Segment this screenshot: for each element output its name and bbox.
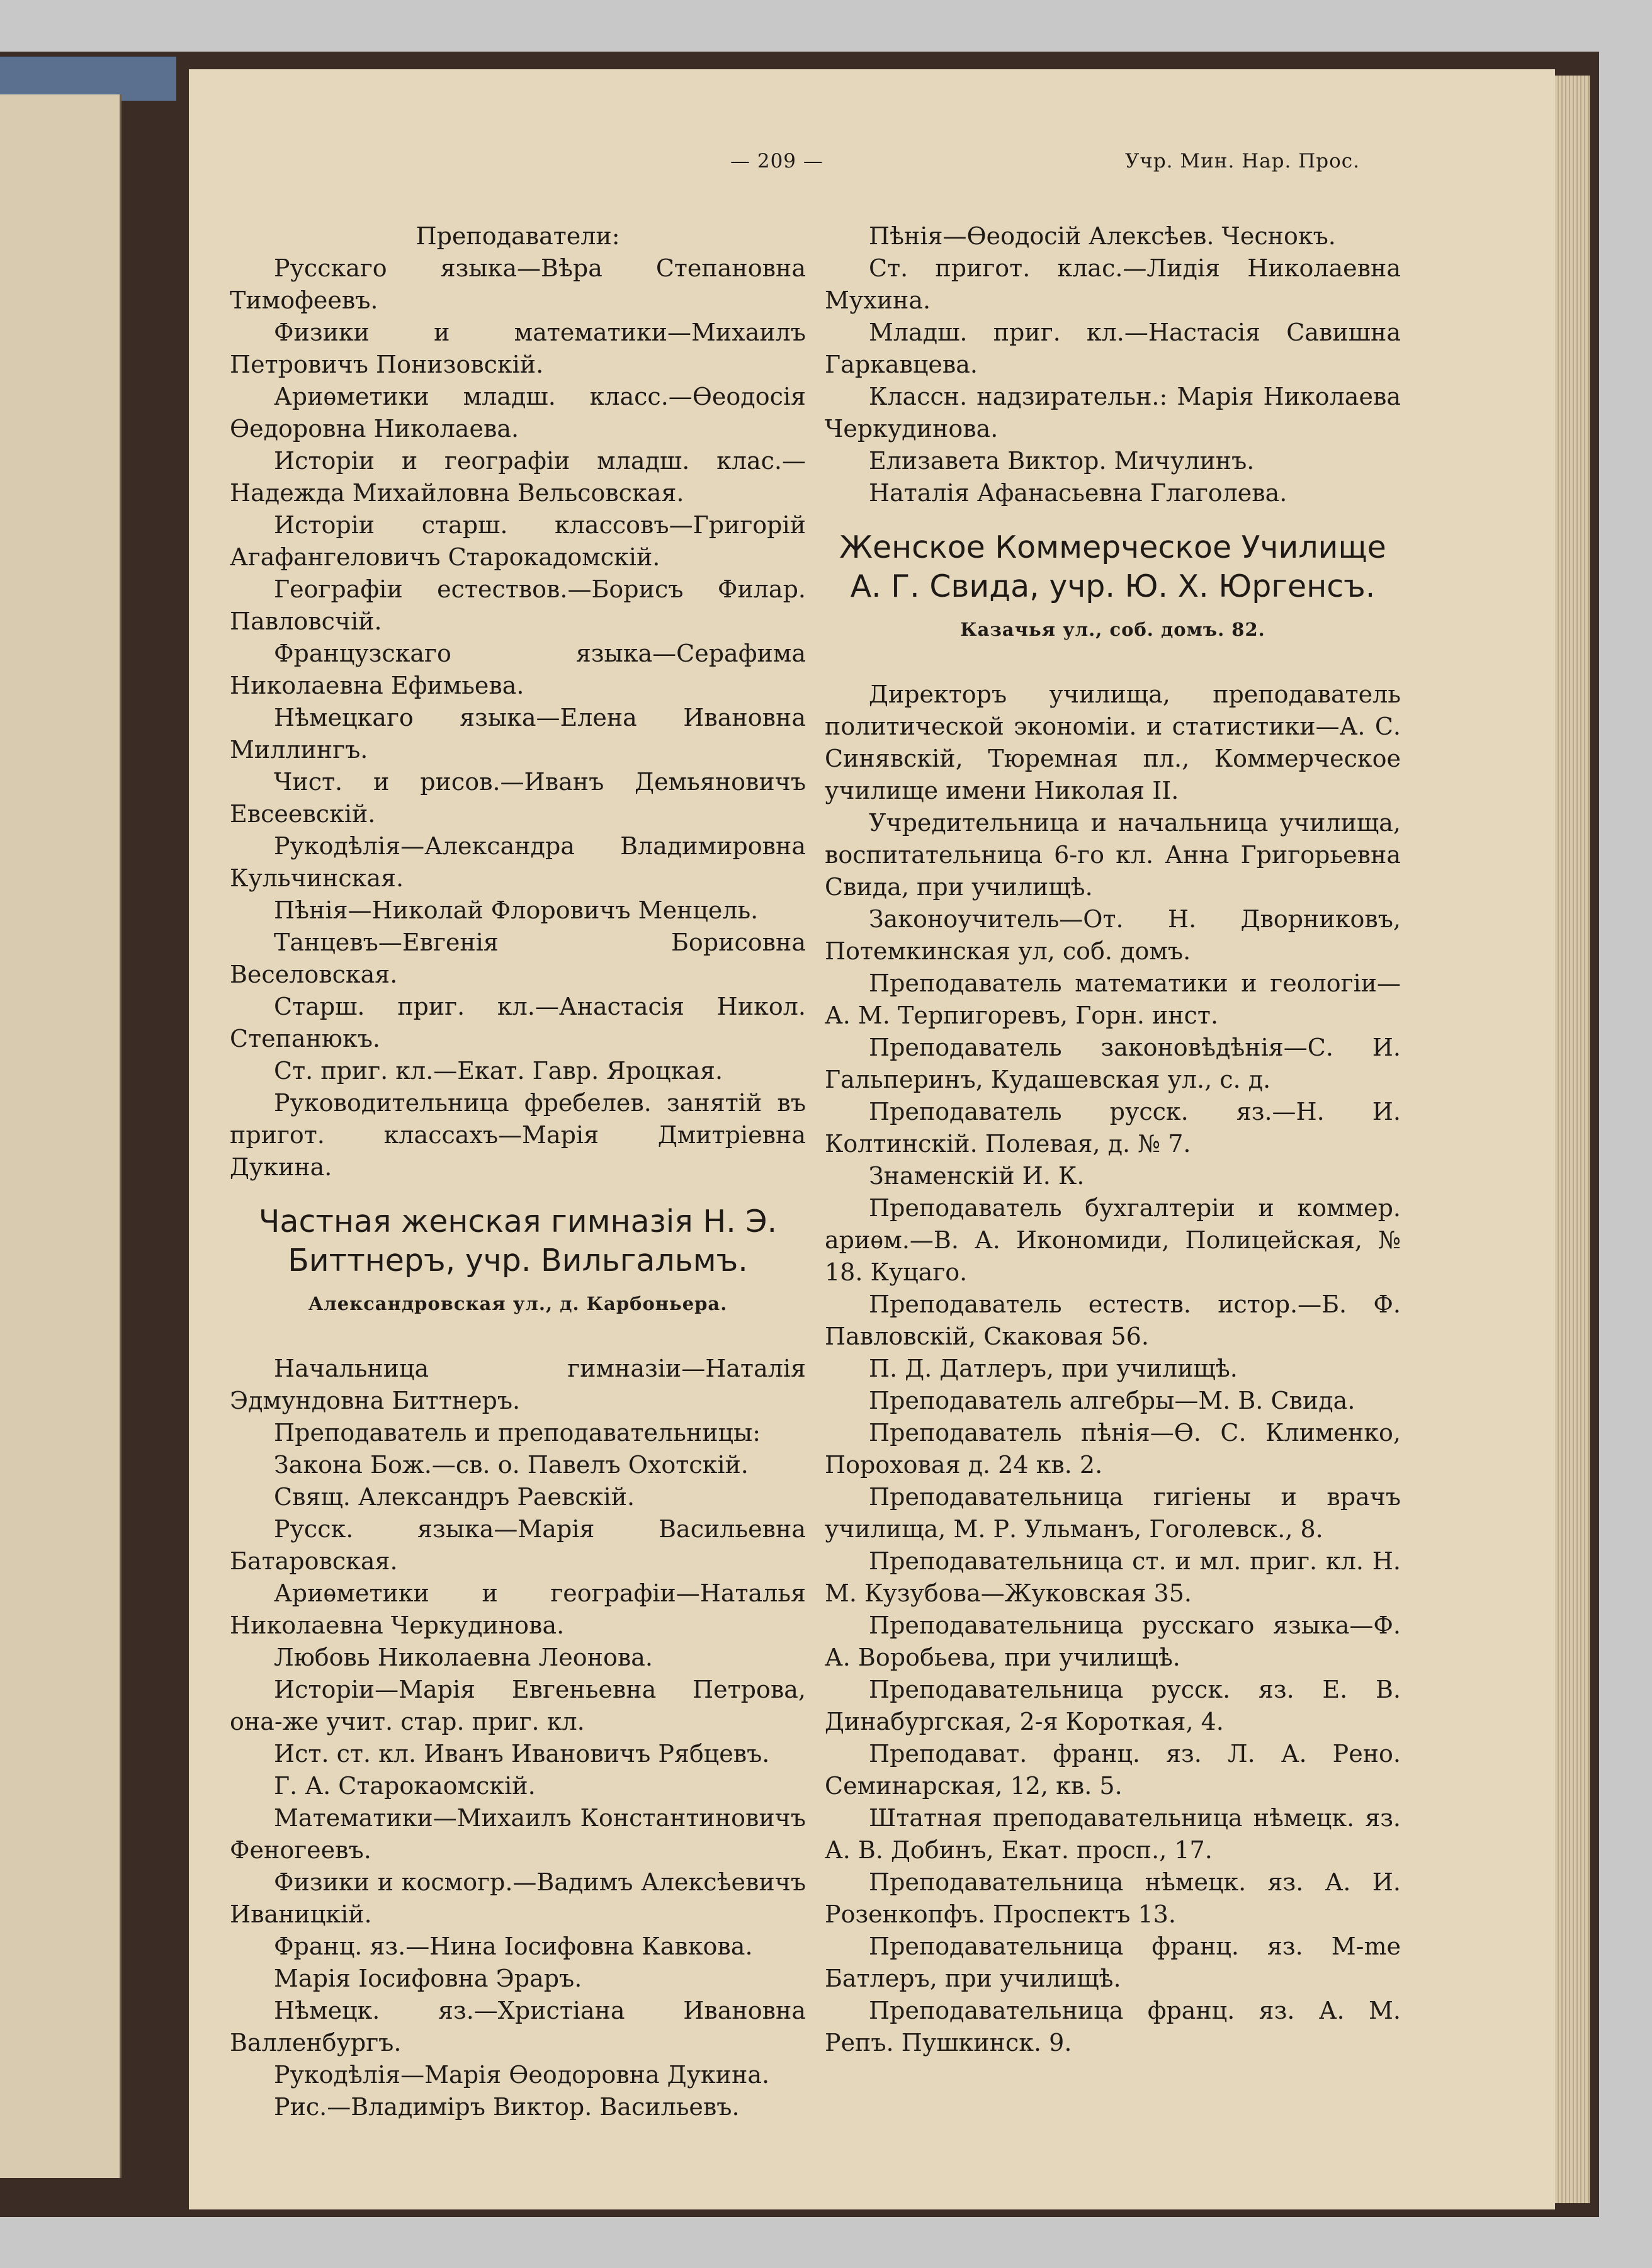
teachers-heading: Преподаватели: xyxy=(416,222,620,250)
staff-entry: Исторіи—Марія Евгеньевна Петрова, она-же учит. стар. приг. кл. xyxy=(230,1676,806,1735)
school-address: Казачья ул., соб. домъ. 82. xyxy=(960,619,1265,640)
entry: Пѣнія—Ѳеодосій Алексѣев. Чеснокъ. xyxy=(869,222,1336,250)
staff-entry: Нѣмецк. яз.—Христіана Ивановна Валленбургъ. xyxy=(230,1997,806,2056)
entry: Танцевъ—Евгенія Борисовна Веселовская. xyxy=(230,928,806,988)
entry: Преподаватель законовѣдѣнія—С. И. Гальперинъ, Кудашевская ул., с. д. xyxy=(825,1034,1401,1093)
entry: Нѣмецкаго языка—Елена Ивановна Миллингъ. xyxy=(230,704,806,764)
entry: Преподавательница ст. и мл. приг. кл. Н. М. Кузубова—Жуковская 35. xyxy=(825,1547,1401,1607)
entry: Наталія Афанасьевна Глаголева. xyxy=(869,479,1287,507)
entry: Младш. приг. кл.—Настасія Савишна Гаркавцева. xyxy=(825,319,1401,378)
staff-entry: Физики и космогр.—Вадимъ Алексѣевичъ Иваницкій. xyxy=(230,1868,806,1928)
entry: Преподаватель бухгалтеріи и коммер. ариѳм.—В. А. Икономиди, Полицейская, № 18. Куцаго. xyxy=(825,1194,1401,1286)
staff-entry: Закона Бож.—св. о. Павелъ Охотскій. xyxy=(274,1451,749,1479)
head-entry: Начальница гимназіи—Наталія Эдмундовна Биттнеръ. xyxy=(230,1355,806,1414)
entry: Законоучитель—От. Н. Дворниковъ, Потемкинская ул, соб. домъ. xyxy=(825,905,1401,965)
staff-entry: Математики—Михаилъ Константиновичъ Феногеевъ. xyxy=(230,1804,806,1864)
entry: Ст. приг. кл.—Екат. Гавр. Яроцкая. xyxy=(274,1057,723,1085)
entry: Преподавательница нѣмецк. яз. А. И. Розенкопфъ. Проспектъ 13. xyxy=(825,1868,1401,1928)
entry: Ариѳметики младш. класс.—Ѳеодосія Ѳедоровна Николаева. xyxy=(230,383,806,443)
entry: Ст. пригот. клас.—Лидія Николаевна Мухина. xyxy=(825,254,1401,314)
staff-entry: Г. А. Старокаомскій. xyxy=(274,1772,536,1800)
staff-entry: Рис.—Владиміръ Виктор. Васильевъ. xyxy=(274,2093,740,2121)
entry: Учредительница и начальница училища, воспитательница 6-го кл. Анна Григорьевна Свида, при училищѣ. xyxy=(825,809,1401,901)
left-column xyxy=(230,220,806,2123)
entry: Пѣнія—Николай Флоровичъ Менцель. xyxy=(274,896,759,924)
entry: Физики и математики—Михаилъ Петровичъ Понизовскій. xyxy=(230,319,806,378)
section-title: Учр. Мин. Нар. Прос. xyxy=(1124,150,1360,172)
staff-entry: Марія Іосифовна Эраръ. xyxy=(274,1965,582,1992)
entry: Преподавательница русск. яз. Е. В. Динабургская, 2-я Короткая, 4. xyxy=(825,1676,1401,1735)
staff-entry: Франц. яз.—Нина Іосифовна Кавкова. xyxy=(274,1932,753,1960)
entry: Преподават. франц. яз. Л. А. Рено. Семинарская, 12, кв. 5. xyxy=(825,1740,1401,1800)
entry: Классн. надзирательн.: Марія Николаева Черкудинова. xyxy=(825,383,1401,443)
page-number: — 209 — xyxy=(730,150,823,172)
entry: Преподавательница русскаго языка—Ф. А. Воробьева, при училищѣ. xyxy=(825,1611,1401,1671)
entry: Руководительница фребелев. занятій въ пригот. классахъ—Марія Дмитріевна Дукина. xyxy=(230,1089,806,1181)
entry: Штатная преподавательница нѣмецк. яз. А. В. Добинъ, Екат. просп., 17. xyxy=(825,1804,1401,1864)
entry: Директоръ училища, преподаватель политической экономіи. и статистики—А. С. Синявскій, Тюремная пл., Коммерческое училище имени Николая II. xyxy=(825,680,1401,804)
staff-entry: Ист. ст. кл. Иванъ Ивановичъ Рябцевъ. xyxy=(274,1740,770,1768)
entry: Преподаватель алгебры—М. В. Свида. xyxy=(869,1387,1355,1414)
entry: Преподавательница франц. яз. А. М. Репъ. Пушкинск. 9. xyxy=(825,1997,1401,2056)
right-column xyxy=(825,220,1401,2059)
entry: Преподаватель естеств. истор.—Б. Ф. Павловскій, Скаковая 56. xyxy=(825,1290,1401,1350)
entry: Преподаватель русск. яз.—Н. И. Колтинскій. Полевая, д. № 7. xyxy=(825,1098,1401,1158)
entry: Французскаго языка—Серафима Николаевна Ефимьева. xyxy=(230,640,806,699)
entry: Русскаго языка—Вѣра Степановна Тимофеевъ. xyxy=(230,254,806,314)
page-stack-edges xyxy=(1555,76,1590,2203)
entry: Исторіи и географіи младш. клас.—Надежда Михайловна Вельсовская. xyxy=(230,447,806,507)
entry: Чист. и рисов.—Иванъ Демьяновичъ Евсеевскій. xyxy=(230,768,806,828)
staff-entry: Рукодѣлія—Марія Ѳеодоровна Дукина. xyxy=(274,2061,770,2089)
entry: Елизавета Виктор. Мичулинъ. xyxy=(869,447,1255,475)
entry: Знаменскій И. К. xyxy=(869,1162,1085,1190)
staff-entry: Русск. языка—Марія Васильевна Батаровская. xyxy=(230,1515,806,1575)
entry: П. Д. Датлеръ, при училищѣ. xyxy=(869,1355,1238,1382)
staff-entry: Свящ. Александръ Раевскій. xyxy=(274,1483,635,1511)
entry: Рукодѣлія—Александра Владимировна Кульчинская. xyxy=(230,832,806,892)
previous-page-edge xyxy=(0,94,122,2178)
staff-label: Преподаватель и преподавательницы: xyxy=(274,1419,761,1447)
entry: Исторіи старш. классовъ—Григорій Агафангеловичъ Старокадомскій. xyxy=(230,511,806,571)
school-address: Александровская ул., д. Карбоньера. xyxy=(308,1293,728,1314)
entry: Старш. приг. кл.—Анастасія Никол. Степанюкъ. xyxy=(230,993,806,1052)
school-heading: Частная женская гимназія Н. Э. Биттнеръ, учр. Вильгальмъ. xyxy=(258,1204,778,1278)
entry: Преподавательница гигіены и врачъ училища, М. Р. Ульманъ, Гоголевск., 8. xyxy=(825,1483,1401,1543)
entry: Географіи естествов.—Борисъ Филар. Павловсчій. xyxy=(230,575,806,635)
entry: Преподаватель математики и геологіи—А. М. Терпигоревъ, Горн. инст. xyxy=(825,969,1401,1029)
school-heading: Женское Коммерческое Училище А. Г. Свида, учр. Ю. Х. Юргенсъ. xyxy=(839,529,1386,604)
entry: Преподаватель пѣнія—Ѳ. С. Клименко, Пороховая д. 24 кв. 2. xyxy=(825,1419,1401,1479)
entry: Преподавательница франц. яз. М-me Батлеръ, при училищѣ. xyxy=(825,1932,1401,1992)
staff-entry: Любовь Николаевна Леонова. xyxy=(274,1644,653,1671)
staff-entry: Ариѳметики и географіи—Наталья Николаевна Черкудинова. xyxy=(230,1579,806,1639)
